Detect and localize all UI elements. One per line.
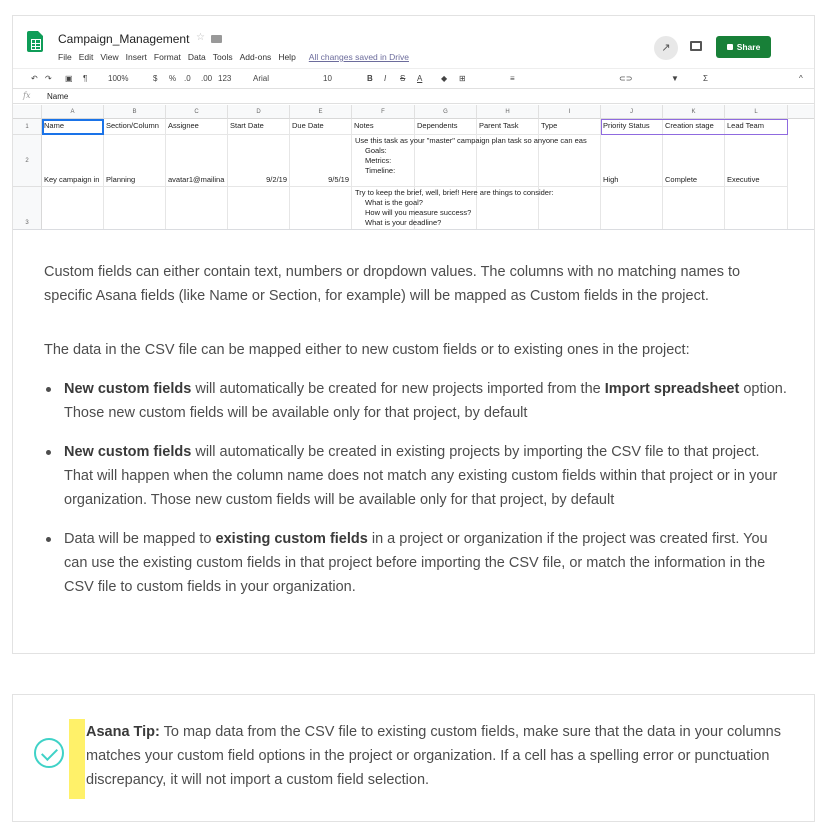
- highlight-marker: [69, 719, 85, 799]
- column-header[interactable]: A: [42, 105, 104, 119]
- header-cell[interactable]: Section/Column: [104, 119, 166, 135]
- redo-icon[interactable]: ↷: [45, 74, 52, 83]
- column-header[interactable]: I: [539, 105, 601, 119]
- header-cell[interactable]: Name: [42, 119, 104, 135]
- header-cell[interactable]: Creation stage: [663, 119, 725, 135]
- sheet-grid[interactable]: [13, 105, 814, 230]
- check-circle-icon: [34, 738, 64, 768]
- functions-button[interactable]: Σ: [703, 74, 708, 83]
- menu-insert[interactable]: Insert: [125, 52, 147, 62]
- header-cell[interactable]: Lead Team: [725, 119, 788, 135]
- menu-addons[interactable]: Add-ons: [239, 52, 272, 62]
- column-header[interactable]: H: [477, 105, 539, 119]
- bold-term: New custom fields: [64, 444, 192, 460]
- mapping-bullet-list: [44, 377, 792, 614]
- data-cell[interactable]: 9/2/19: [228, 135, 290, 187]
- header-cell[interactable]: Type: [539, 119, 601, 135]
- paragraph-csv-mapping: The data in the CSV file can be mapped either to new custom fields or to existing ones in the project:: [44, 342, 690, 358]
- notes-line: What is the goal?: [365, 198, 423, 207]
- data-cell[interactable]: [290, 187, 352, 230]
- corner-cell[interactable]: [13, 105, 42, 119]
- italic-button[interactable]: I: [384, 74, 387, 83]
- saved-status-link[interactable]: All changes saved in Drive: [308, 52, 409, 62]
- column-header[interactable]: J: [601, 105, 663, 119]
- row-header[interactable]: 1: [13, 119, 42, 135]
- header-cell[interactable]: Assignee: [166, 119, 228, 135]
- data-cell[interactable]: High: [601, 135, 663, 187]
- notes-text: [355, 136, 610, 176]
- notes-line: Metrics:: [365, 156, 392, 165]
- header-cell[interactable]: Notes: [352, 119, 415, 135]
- menu-data[interactable]: Data: [187, 52, 206, 62]
- collapse-chevron-icon[interactable]: ^: [799, 74, 803, 83]
- column-header[interactable]: B: [104, 105, 166, 119]
- notes-line: How will you measure success?: [365, 208, 472, 217]
- data-cell[interactable]: [601, 187, 663, 230]
- comment-icon[interactable]: [690, 41, 702, 51]
- decrease-decimal-button[interactable]: .0: [184, 74, 191, 83]
- header-cell[interactable]: Priority Status: [601, 119, 663, 135]
- list-item: [44, 377, 792, 425]
- data-cell[interactable]: Complete: [663, 135, 725, 187]
- formula-bar: [13, 89, 814, 104]
- column-header[interactable]: C: [166, 105, 228, 119]
- column-header[interactable]: F: [352, 105, 415, 119]
- list-text: in a project or organization if the project was created first. You can use the existing custom fields in that project before importing the CSV file, or match the information in the CSV file to custom fields in your organization.: [64, 531, 768, 595]
- header-cell[interactable]: Due Date: [290, 119, 352, 135]
- bold-term: Import spreadsheet: [604, 381, 740, 397]
- list-text: Data will be mapped to: [64, 531, 216, 547]
- header-cell[interactable]: Dependents: [415, 119, 477, 135]
- paint-format-icon[interactable]: ¶: [83, 74, 88, 83]
- tip-body: To map data from the CSV file to existing custom fields, make sure that the data in your columns matches your custom field options in the project or organization. If a cell has a spelling error or punctuation discrepancy, it will not import a custom field selection.: [86, 724, 781, 788]
- list-text: option. Those new custom fields will be available only for that project, by default: [64, 381, 787, 421]
- data-cell[interactable]: [663, 187, 725, 230]
- fx-icon: fx: [23, 91, 31, 100]
- menu-help[interactable]: Help: [278, 52, 296, 62]
- data-cell[interactable]: Executive: [725, 135, 788, 187]
- data-cell[interactable]: Key campaign in: [42, 135, 104, 187]
- currency-button[interactable]: $: [153, 74, 158, 83]
- data-cell[interactable]: [228, 187, 290, 230]
- list-text: will automatically be created for new projects imported from the: [191, 381, 605, 397]
- sheets-logo-icon: [27, 31, 43, 52]
- list-item: [44, 440, 792, 512]
- bold-term: New custom fields: [64, 381, 192, 397]
- custom-fields-highlight: [601, 119, 788, 135]
- tip-label: Asana Tip:: [86, 724, 160, 740]
- column-header-overflow: [788, 105, 814, 119]
- row-header[interactable]: 3: [13, 187, 42, 230]
- print-icon[interactable]: ▣: [65, 74, 73, 83]
- star-icon[interactable]: ☆: [196, 32, 205, 43]
- undo-icon[interactable]: ↶: [31, 74, 38, 83]
- notes-line: Goals:: [365, 146, 387, 155]
- asana-tip-card: [12, 694, 815, 822]
- number-format-select[interactable]: 123: [218, 74, 232, 83]
- article-card: [12, 15, 815, 654]
- data-cell[interactable]: [42, 187, 104, 230]
- data-cell[interactable]: [104, 187, 166, 230]
- column-header[interactable]: G: [415, 105, 477, 119]
- folder-icon[interactable]: [211, 35, 222, 43]
- font-select[interactable]: Arial: [253, 74, 270, 83]
- increase-decimal-button[interactable]: .00: [201, 74, 213, 83]
- lock-icon: [727, 44, 733, 50]
- spreadsheet-screenshot: [13, 16, 814, 230]
- notes-text: [355, 188, 610, 228]
- bold-button[interactable]: B: [367, 74, 373, 83]
- notes-line: Timeline:: [365, 166, 396, 175]
- notes-line: Use this task as your "master" campaign plan task so anyone can eas: [355, 136, 587, 145]
- share-button[interactable]: [716, 36, 771, 58]
- column-header[interactable]: K: [663, 105, 725, 119]
- filter-icon[interactable]: ▼: [671, 74, 679, 83]
- tip-text: [86, 720, 798, 792]
- share-label: Share: [736, 42, 761, 52]
- zoom-select[interactable]: 100%: [108, 74, 129, 83]
- menu-tools[interactable]: Tools: [212, 52, 233, 62]
- data-cell[interactable]: 9/5/19: [290, 135, 352, 187]
- bold-term: existing custom fields: [215, 531, 368, 547]
- menu-edit[interactable]: Edit: [78, 52, 94, 62]
- menu-bar: [58, 52, 409, 62]
- document-title[interactable]: Campaign_Management: [58, 32, 190, 46]
- fill-color-icon[interactable]: ◆: [441, 74, 448, 83]
- menu-file[interactable]: File: [58, 52, 72, 62]
- data-cell[interactable]: avatar1@mailina: [166, 135, 228, 187]
- header-cell[interactable]: Start Date: [228, 119, 290, 135]
- font-size-select[interactable]: 10: [323, 74, 332, 83]
- notes-line: Try to keep the brief, well, brief! Here are things to consider:: [355, 188, 554, 197]
- header-cell[interactable]: Parent Task: [477, 119, 539, 135]
- align-icon[interactable]: ≡: [510, 74, 515, 83]
- data-cell[interactable]: [166, 187, 228, 230]
- row-header[interactable]: 2: [13, 135, 42, 187]
- percent-button[interactable]: %: [169, 74, 177, 83]
- activity-trend-icon[interactable]: ↗: [654, 36, 678, 60]
- menu-format[interactable]: Format: [153, 52, 181, 62]
- link-icon[interactable]: ⊂⊃: [619, 74, 633, 83]
- formula-input[interactable]: Name: [47, 92, 69, 101]
- column-header[interactable]: L: [725, 105, 788, 119]
- column-header[interactable]: E: [290, 105, 352, 119]
- notes-line: What is your deadline?: [365, 218, 442, 227]
- borders-icon[interactable]: ⊞: [459, 74, 466, 83]
- sheet-toolbar: [13, 68, 814, 89]
- sheet-titlebar: [13, 16, 814, 66]
- column-header[interactable]: D: [228, 105, 290, 119]
- paragraph-custom-fields: Custom fields can either contain text, numbers or dropdown values. The columns with no matching names to specific Asana fields (like Name or Section, for example) will be mapped as Custom fields in the project.: [44, 264, 741, 304]
- data-cell[interactable]: Planning: [104, 135, 166, 187]
- menu-view[interactable]: View: [100, 52, 119, 62]
- text-color-button[interactable]: A: [417, 74, 423, 83]
- data-cell[interactable]: [725, 187, 788, 230]
- list-text: will automatically be created in existing projects by importing the CSV file to that project. That will happen when the column name does not match any existing custom fields within that project or in your organization. Those new custom fields will be available only for that project, by default: [64, 444, 778, 508]
- strikethrough-button[interactable]: S: [400, 74, 406, 83]
- list-item: [44, 527, 792, 599]
